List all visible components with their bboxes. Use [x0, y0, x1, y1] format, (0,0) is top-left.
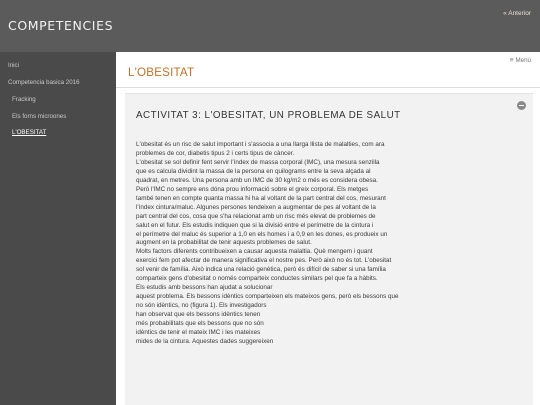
- menu-icon: ≡: [509, 57, 514, 64]
- body-line: sol venir de família. Això indica una relació genètica, però és difícil de saber si una família: [136, 266, 386, 274]
- menu-label: Menú: [515, 57, 531, 64]
- body-line: augment en la probabilitat de tenir aquests problemes de salut.: [136, 239, 312, 247]
- body-line: quadrat, en metres. Una persona amb un IMC de 30 kg/m2 o més es considera obesa.: [136, 176, 378, 184]
- main-content: [116, 52, 540, 405]
- body-line: l'índex cintura/maluc. Algunes persones tendeixen a augmentar de pes al voltant de la: [136, 203, 376, 211]
- body-line: idèntics de tenir el mateix IMC i les mateixes: [136, 329, 261, 337]
- sidebar-item-competencia-basica-2016[interactable]: Competencia basica 2016: [8, 79, 80, 86]
- body-line: també tenen en compte quanta massa hi ha al voltant de la part central del cos, mesurant: [136, 194, 386, 202]
- activity-panel: [125, 93, 533, 405]
- body-line: part central del cos, cosa que s'ha relacionat amb un risc més elevat de problemes de: [136, 212, 376, 220]
- sidebar-item-obesitat[interactable]: L'OBESITAT: [12, 129, 47, 136]
- activity-body: [136, 141, 532, 347]
- sidebar-item-forns-microones[interactable]: Els forns microones: [12, 113, 67, 120]
- body-line: no són idèntics, no (figura 1). Els investigadors: [136, 302, 267, 310]
- previous-page-link[interactable]: « Anterior: [503, 10, 531, 17]
- body-line: L'obesitat és un risc de salut important i s'associa a una llarga llista de malalties, com ara: [136, 141, 385, 148]
- body-line: han observat que els bessons idèntics tenen: [136, 311, 261, 319]
- body-line: aquest problema. Els bessons idèntics comparteixen els mateixos gens, però els bessons que: [136, 293, 399, 301]
- site-title[interactable]: COMPETENCIES: [8, 18, 114, 33]
- body-line: salut en el futur. Els estudis indiquen que si la divisió entre el perímetre de la cintura i: [136, 221, 374, 229]
- body-line: L'obesitat se sol definir fent servir l'índex de massa corporal (IMC), una mesura senzilla: [136, 158, 380, 166]
- body-line: el perímetre del maluc és superior a 1,0 en els homes i a 0,9 en les dones, es produeix un: [136, 230, 388, 238]
- body-line: Però l'IMC no sempre ens dóna prou informació sobre el greix corporal. Els metges: [136, 185, 369, 193]
- sidebar-item-inici[interactable]: Inici: [8, 62, 20, 69]
- menu-button[interactable]: [510, 57, 531, 64]
- body-line: comparteix gens d'obesitat o només comparteix conductes similars pel que fa a hàbits.: [136, 275, 378, 283]
- sidebar-nav: [0, 52, 116, 405]
- body-line: que es calcula dividint la massa de la persona en quilograms entre la seva alçada al: [136, 167, 371, 175]
- body-line: exercici fem pot afectar de manera significativa el nostre pes. Però això no és tot. L'obesitat: [136, 257, 392, 265]
- body-line: Molts factors diferents contribueixen a causar aquesta malaltia. Què mengem i quant: [136, 248, 373, 256]
- body-line: Els estudis amb bessons han ajudat a solucionar: [136, 284, 273, 292]
- body-line: mides de la cintura. Aquestes dades suggereixen: [136, 337, 274, 345]
- body-line: més probabilitats que els bessons que no són: [136, 320, 264, 328]
- title-divider: [116, 87, 540, 88]
- site-header: [0, 0, 540, 52]
- collapse-icon[interactable]: [517, 101, 526, 110]
- body-line: problemes de cor, diabetis tipus 2 i certs tipus de càncer.: [136, 149, 295, 157]
- page-title: L'OBESITAT: [128, 66, 195, 79]
- sidebar-item-fracking[interactable]: Fracking: [12, 96, 36, 103]
- activity-title: ACTIVITAT 3: L'OBESITAT, UN PROBLEMA DE SALUT: [136, 110, 401, 121]
